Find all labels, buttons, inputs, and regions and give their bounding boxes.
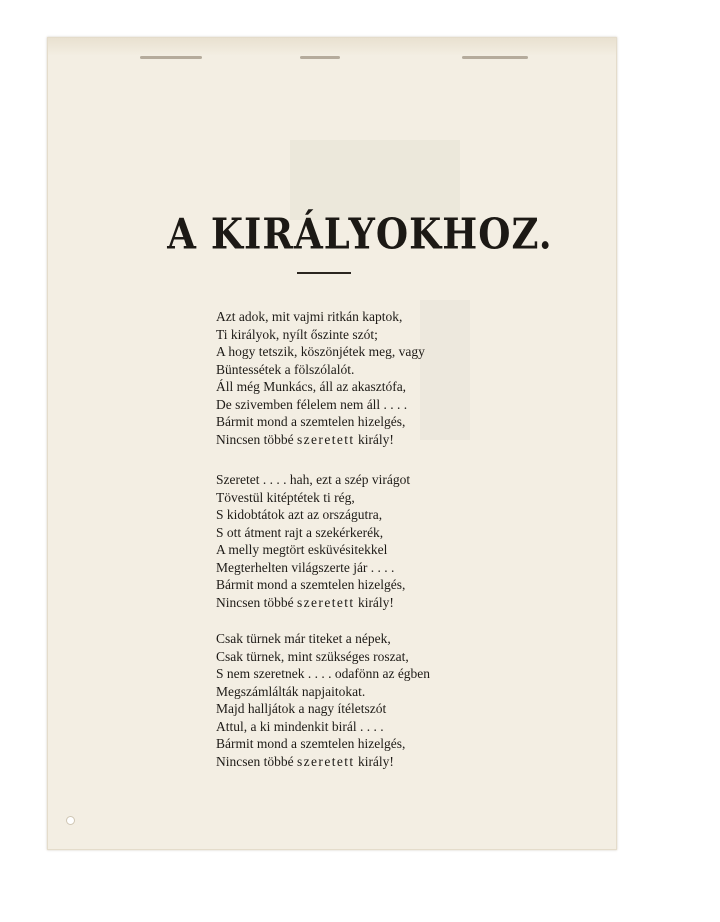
poem-line: Bármit mond a szemtelen hizelgés,: [216, 414, 406, 429]
refrain-line: [216, 753, 430, 771]
refrain-line: [216, 431, 425, 449]
refrain-before: Nincsen többé: [216, 753, 297, 769]
stanza-2: [216, 471, 410, 611]
poem-line: Büntessétek a fölszólalót.: [216, 361, 355, 377]
refrain-line: [216, 594, 410, 612]
poem-line: Megszámlálták napjaitokat.: [216, 683, 366, 699]
poem-line: Bármit mond a szemtelen hizelgés,: [216, 577, 406, 592]
paper-damage-mark: [462, 56, 528, 59]
refrain-after: király!: [354, 431, 394, 447]
poem-line: Tövestül kitéptétek ti rég,: [216, 489, 355, 505]
poem-line: Bármit mond a szemtelen hizelgés,: [216, 736, 406, 751]
poem-line: A melly megtört esküvésitekkel: [216, 542, 388, 557]
poem-line: A hogy tetszik, köszönjétek meg, vagy: [216, 344, 425, 359]
stanza-1: [216, 308, 425, 448]
paper-damage-mark: [300, 56, 340, 59]
poem-line: Megterheltеn világszerte jár . . . .: [216, 559, 395, 575]
poem-line: S ott átment rajt a szekérkerék,: [216, 524, 384, 540]
refrain-before: Nincsen többé: [216, 594, 297, 610]
title-rule: [297, 272, 351, 274]
refrain-after: király!: [354, 594, 394, 610]
paper-damage-mark: [140, 56, 202, 59]
refrain-before: Nincsen többé: [216, 431, 297, 447]
paper-hole: [66, 816, 75, 825]
refrain-after: király!: [354, 753, 394, 769]
poem-line: Áll még Munkács, áll az akasztófa,: [216, 379, 407, 394]
refrain-spaced-word: szeretett: [296, 753, 355, 769]
poem-line: Csak türnek már titeket a népek,: [216, 631, 391, 646]
poem-line: Majd halljátok a nagy ítéletszót: [216, 701, 387, 716]
poem-line: De szivemben félelem nem áll . . . .: [216, 396, 408, 412]
stanza-3: [216, 630, 430, 770]
poem-line: S nem szeretnek . . . . odafönn az égben: [216, 666, 431, 681]
poem-line: Azt adok, mit vajmi ritkán kaptok,: [216, 309, 403, 324]
poem-line: Attul, a ki mindenkit birál . . . .: [216, 718, 384, 734]
poem-line: Csak türnek, mint szükséges roszat,: [216, 648, 409, 664]
poem-line: Szeretet . . . . hah, ezt a szép virágot: [216, 472, 411, 487]
poem-title: A KIRÁLYOKHOZ.: [167, 208, 553, 259]
poem-line: Ti királyok, nyílt őszinte szót;: [216, 326, 378, 342]
poem-line: S kidobtátok azt az országutra,: [216, 507, 383, 522]
refrain-spaced-word: szeretett: [296, 594, 355, 610]
refrain-spaced-word: szeretett: [296, 431, 355, 447]
